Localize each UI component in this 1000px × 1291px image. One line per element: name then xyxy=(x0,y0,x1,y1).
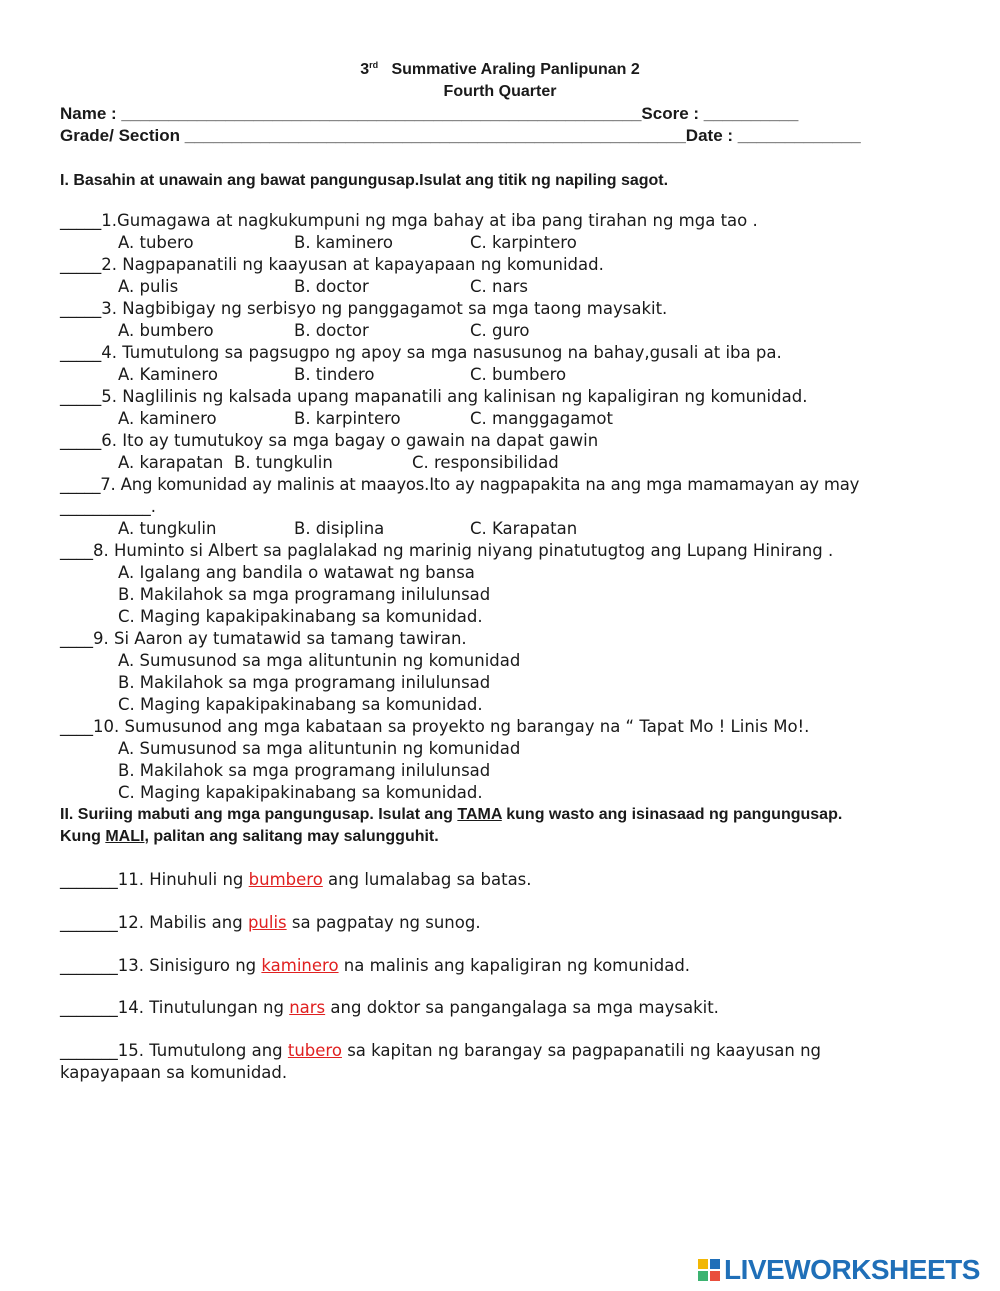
q9-option-a: A. Sumusunod sa mga alituntunin ng komunidad xyxy=(118,651,521,670)
tama-keyword: TAMA xyxy=(457,806,502,823)
q6-option-b: B. tungkulin xyxy=(234,453,333,472)
q9-option-c: C. Maging kapakipakinabang sa komunidad. xyxy=(118,695,483,714)
item-14-suffix: ang doktor sa pangangalaga sa mga maysakit. xyxy=(325,998,719,1017)
worksheet-title xyxy=(0,60,1000,79)
item-14-prefix: _______14. Tinutulungan ng xyxy=(60,998,290,1017)
item-15-underlined-word: tubero xyxy=(287,1041,342,1060)
question-9: ____9. Si Aaron ay tumatawid sa tamang tawiran. xyxy=(60,629,467,648)
item-13-prefix: _______13. Sinisiguro ng xyxy=(60,956,262,975)
q1-option-b: B. kaminero xyxy=(294,233,393,252)
q7-option-c: C. Karapatan xyxy=(470,519,578,538)
item-11 xyxy=(60,869,960,891)
q10-option-c: C. Maging kapakipakinabang sa komunidad. xyxy=(118,783,483,802)
logo-square-blue xyxy=(710,1259,720,1269)
item-12-underlined-word: pulis xyxy=(247,913,287,932)
item-13-underlined-word: kaminero xyxy=(261,956,339,975)
worksheet-subtitle: Fourth Quarter xyxy=(443,83,557,100)
question-7: _____7. Ang komunidad ay malinis at maayos.Ito ay nagpapakita na ang mga mamamayan ay may xyxy=(60,475,860,494)
title-ordinal: 3 xyxy=(360,61,370,78)
q3-option-b: B. doctor xyxy=(294,321,369,340)
section2-instruction-part2: kung wasto ang isinasaad ng pangungusap. Kung xyxy=(60,806,843,845)
item-12-suffix: sa pagpatay ng sunog. xyxy=(286,913,481,932)
q1-option-a: A. tubero xyxy=(118,233,194,252)
q3-option-a: A. bumbero xyxy=(118,321,214,340)
item-13-suffix: na malinis ang kapaligiran ng komunidad. xyxy=(338,956,691,975)
name-score-line: Name : _______________________________________________________Score : __________ xyxy=(60,104,799,123)
q4-option-a: A. Kaminero xyxy=(118,365,218,384)
liveworksheets-logo[interactable] xyxy=(698,1255,980,1285)
q1-option-c: C. karpintero xyxy=(470,233,577,252)
mali-keyword: MALI xyxy=(105,828,145,845)
q2-option-b: B. doctor xyxy=(294,277,369,296)
item-11-suffix: ang lumalabag sa batas. xyxy=(322,870,532,889)
q6-option-a: A. karapatan xyxy=(118,453,224,472)
item-13 xyxy=(60,955,960,977)
q4-option-c: C. bumbero xyxy=(470,365,567,384)
q2-option-c: C. nars xyxy=(470,277,528,296)
title-text: Summative Araling Panlipunan 2 xyxy=(391,61,640,78)
item-12 xyxy=(60,912,960,934)
q7-option-b: B. disiplina xyxy=(294,519,385,538)
q8-option-b: B. Makilahok sa mga programang inilulunsad xyxy=(118,585,491,604)
logo-square-red xyxy=(710,1271,720,1281)
q4-option-b: B. tindero xyxy=(294,365,375,384)
question-2: _____2. Nagpapanatili ng kaayusan at kapayapaan ng komunidad. xyxy=(60,255,604,274)
q5-option-c: C. manggagamot xyxy=(470,409,613,428)
item-11-prefix: _______11. Hinuhuli ng xyxy=(60,870,249,889)
question-4: _____4. Tumutulong sa pagsugpo ng apoy sa mga nasusunog na bahay,gusali at iba pa. xyxy=(60,343,782,362)
q5-option-b: B. karpintero xyxy=(294,409,401,428)
logo-mark-icon xyxy=(698,1259,720,1281)
item-12-prefix: _______12. Mabilis ang xyxy=(60,913,248,932)
question-3: _____3. Nagbibigay ng serbisyo ng panggagamot sa mga taong maysakit. xyxy=(60,299,668,318)
section1-instruction: I. Basahin at unawain ang bawat pangungusap.Isulat ang titik ng napiling sagot. xyxy=(60,172,669,189)
section2-instruction-part3: , palitan ang salitang may salungguhit. xyxy=(144,828,439,845)
q8-option-a: A. Igalang ang bandila o watawat ng bansa xyxy=(118,563,475,582)
logo-square-green xyxy=(698,1271,708,1281)
section2-instruction xyxy=(60,804,850,848)
section2-instruction-part1: II. Suriing mabuti ang mga pangungusap. Isulat ang xyxy=(60,806,458,823)
q3-option-c: C. guro xyxy=(470,321,530,340)
item-15 xyxy=(60,1040,890,1084)
question-5: _____5. Naglilinis ng kalsada upang mapanatili ang kalinisan ng kapaligiran ng komunidad. xyxy=(60,387,808,406)
item-11-underlined-word: bumbero xyxy=(248,870,323,889)
q7-option-a: A. tungkulin xyxy=(118,519,217,538)
q10-option-b: B. Makilahok sa mga programang inilulunsad xyxy=(118,761,491,780)
question-7-blank: ___________. xyxy=(60,497,156,516)
q5-option-a: A. kaminero xyxy=(118,409,217,428)
logo-text: LIVEWORKSHEETS xyxy=(724,1254,980,1285)
logo-square-yellow xyxy=(698,1259,708,1269)
q2-option-a: A. pulis xyxy=(118,277,179,296)
item-14 xyxy=(60,997,960,1019)
q8-option-c: C. Maging kapakipakinabang sa komunidad. xyxy=(118,607,483,626)
question-8: ____8. Huminto si Albert sa paglalakad ng marinig niyang pinatutugtog ang Lupang Hinirang . xyxy=(60,541,834,560)
question-10: ____10. Sumusunod ang mga kabataan sa proyekto ng barangay na “ Tapat Mo ! Linis Mo!. xyxy=(60,717,810,736)
item-15-suffix: sa kapitan ng barangay sa pagpapanatili ng kaayusan ng kapayapaan sa komunidad. xyxy=(60,1041,822,1082)
question-6: _____6. Ito ay tumutukoy sa mga bagay o gawain na dapat gawin xyxy=(60,431,599,450)
q9-option-b: B. Makilahok sa mga programang inilulunsad xyxy=(118,673,491,692)
grade-date-line: Grade/ Section _____________________________________________________Date : _____________ xyxy=(60,126,861,145)
item-14-underlined-word: nars xyxy=(289,998,326,1017)
question-1: _____1.Gumagawa at nagkukumpuni ng mga bahay at iba pang tirahan ng mga tao . xyxy=(60,211,758,230)
item-15-prefix: _______15. Tumutulong ang xyxy=(60,1041,288,1060)
q6-option-c: C. responsibilidad xyxy=(412,453,559,472)
q10-option-a: A. Sumusunod sa mga alituntunin ng komunidad xyxy=(118,739,521,758)
title-superscript: rd xyxy=(369,60,379,70)
